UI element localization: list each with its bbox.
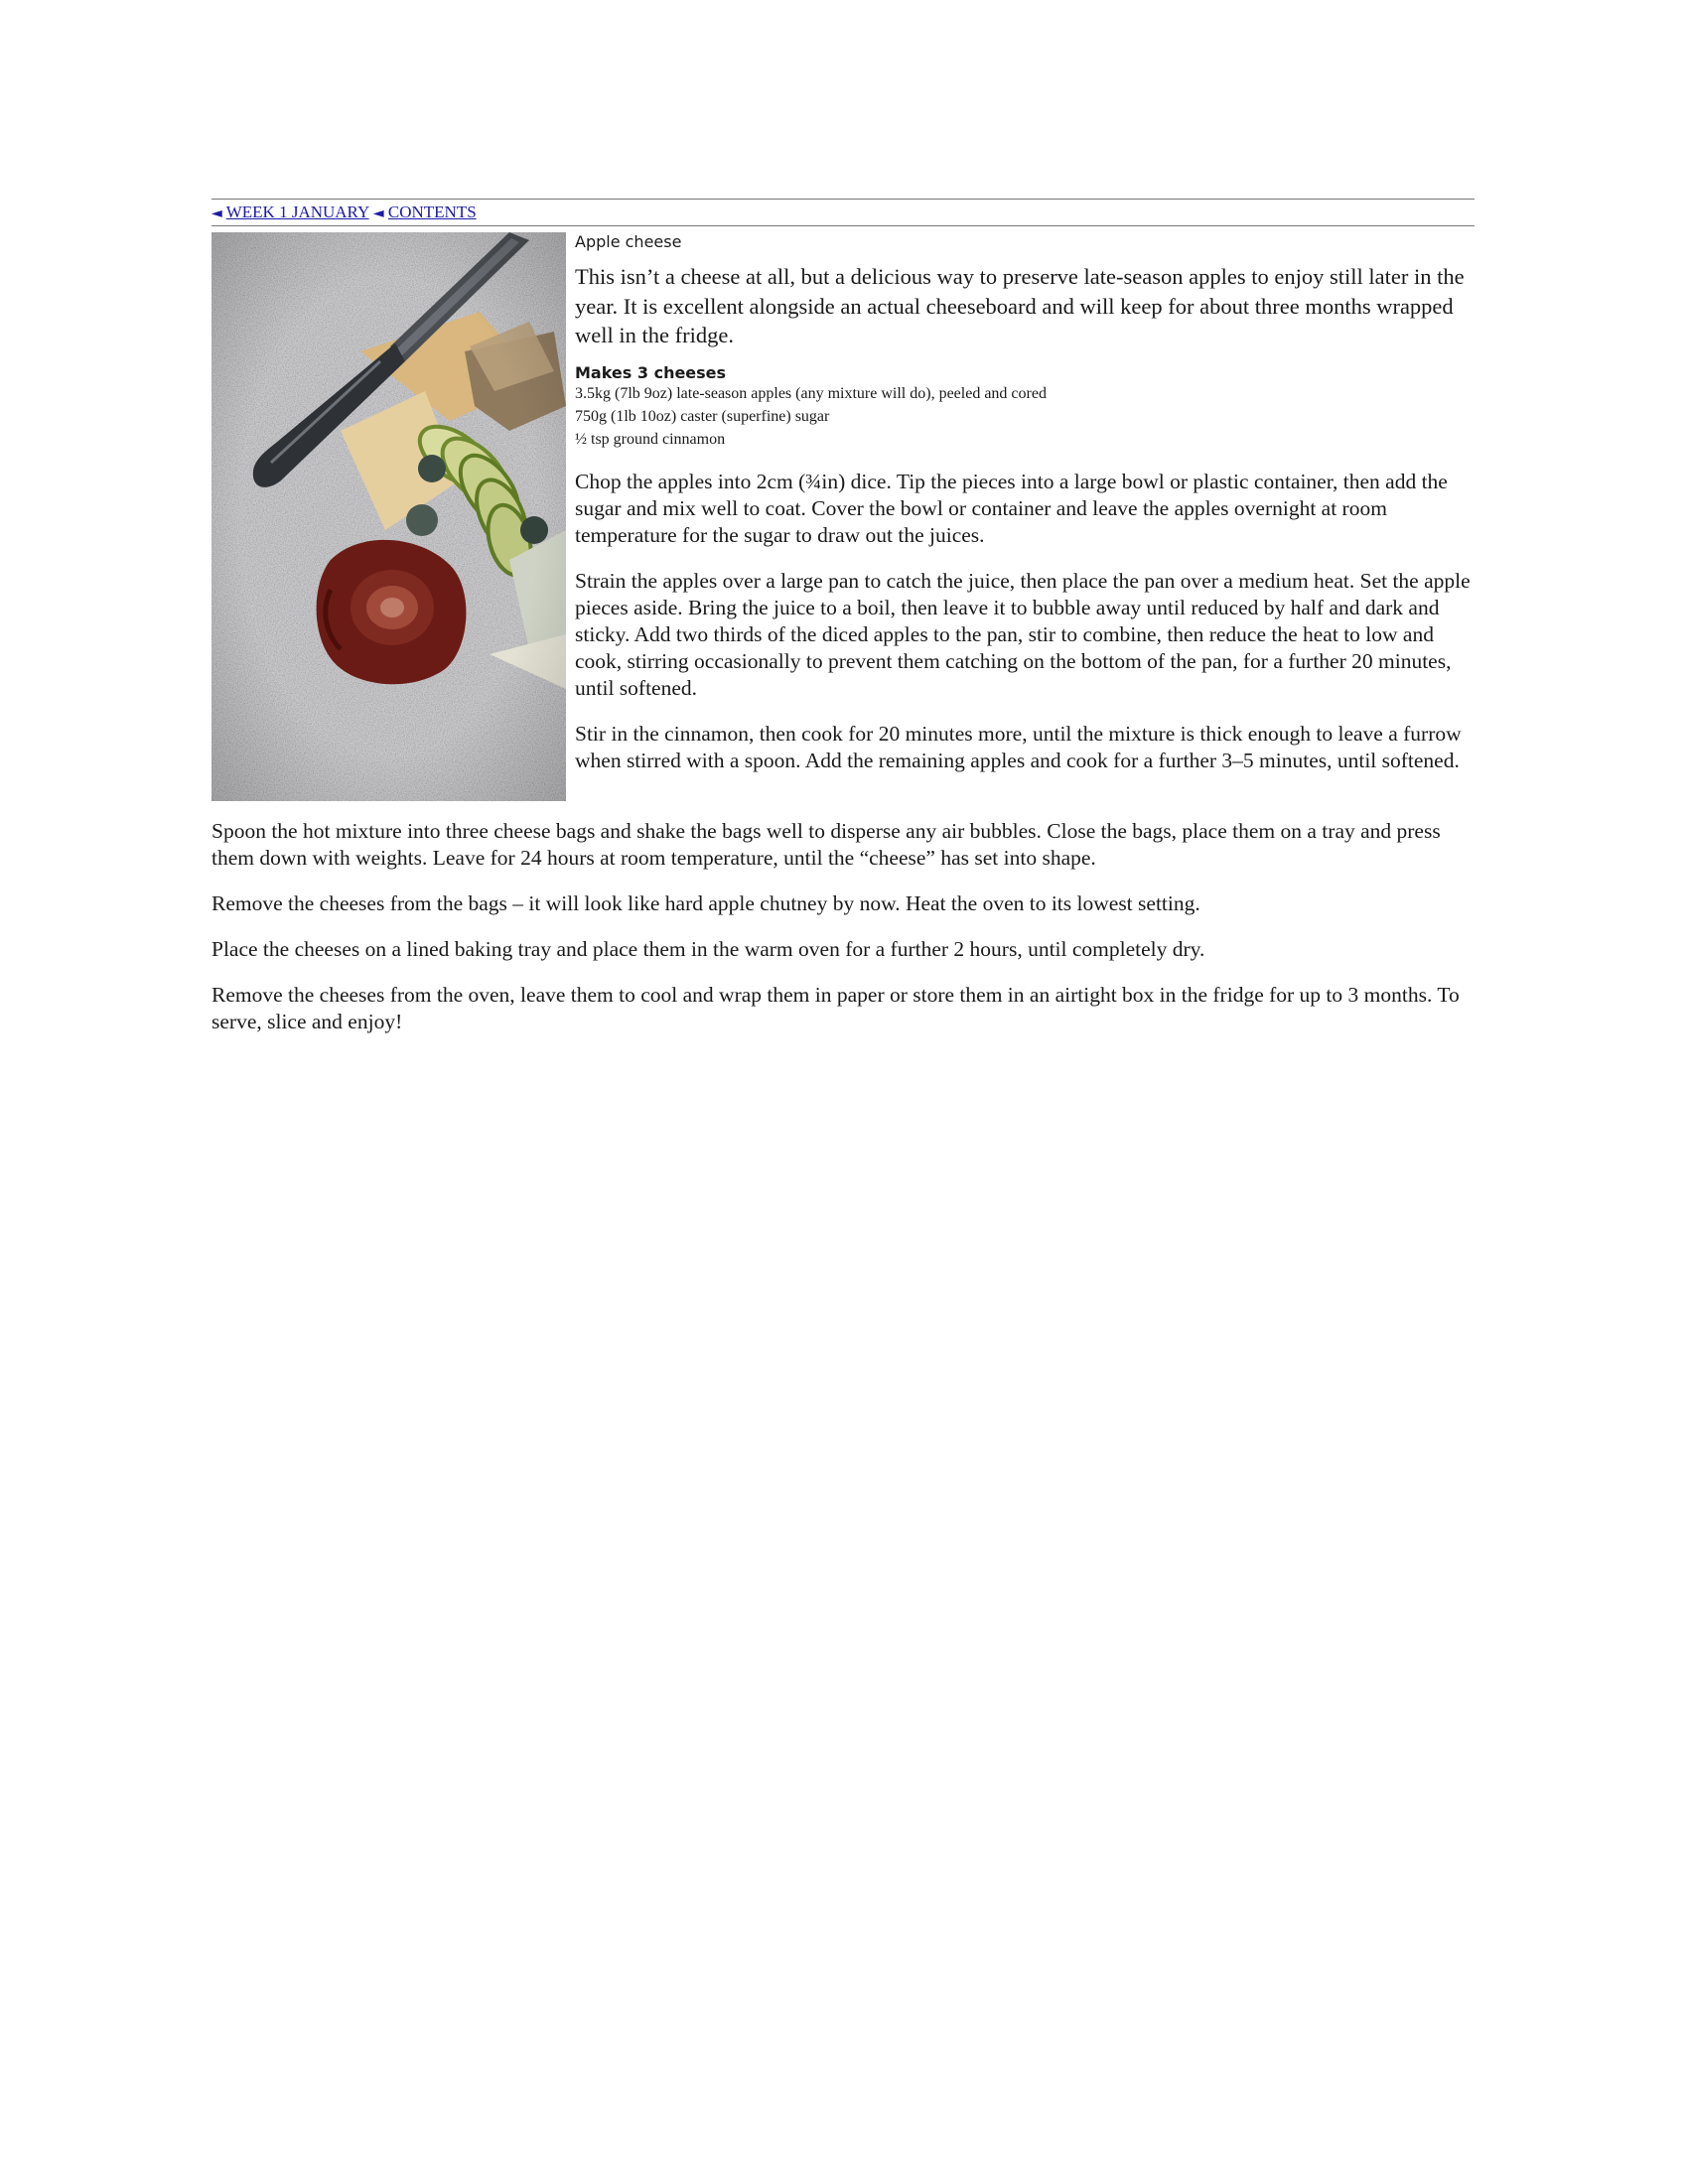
method-continued: [211, 818, 1475, 1035]
left-arrow-icon: ◄: [211, 205, 222, 221]
week-1-january-link[interactable]: WEEK 1 JANUARY: [225, 203, 369, 221]
method-step: Remove the cheeses from the oven, leave them to cool and wrap them in paper or store them in an airtight box in the fridge for up to 3 months. To serve, slice and enjoy!: [211, 983, 1460, 1033]
contents-link[interactable]: CONTENTS: [387, 203, 477, 221]
ingredient-item: 3.5kg (7lb 9oz) late-season apples (any mixture will do), peeled and cored: [575, 384, 1047, 402]
recipe-intro: This isn’t a cheese at all, but a delicious way to preserve late-season apples to enjoy still later in the year. It is excellent alongside an actual cheeseboard and will keep for about three months wrapped well in the fridge.: [575, 264, 1465, 347]
method-step: Place the cheeses on a lined baking tray and place them in the warm oven for a further 2 hours, until completely dry.: [211, 937, 1205, 961]
recipe-top-section: [211, 232, 1475, 818]
recipe-header-column: [575, 232, 1475, 793]
photo-vignette: [211, 232, 566, 801]
ingredient-list: [575, 382, 1475, 451]
method-step: Chop the apples into 2cm (¾in) dice. Tip the pieces into a large bowl or plastic container, then add the sugar and mix well to coat. Cover the bowl or container and leave the apples overnight at room temperature for the sugar to draw out the juices.: [575, 469, 1448, 547]
method-step: Remove the cheeses from the bags – it will look like hard apple chutney by now. Heat the oven to its lowest setting.: [211, 891, 1200, 915]
food-photo-icon: [211, 232, 566, 801]
ingredient-item: 750g (1lb 10oz) caster (superfine) sugar: [575, 407, 830, 425]
recipe-title: Apple cheese: [575, 232, 682, 251]
page: [211, 199, 1475, 1054]
method-step: Strain the apples over a large pan to catch the juice, then place the pan over a medium heat. Set the apple pieces aside. Bring the juice to a boil, then leave it to bubble away until reduced by half and dark and sticky. Add two thirds of the diced apples to the pan, stir to combine, then reduce the heat to low and cook, stirring occasionally to prevent them catching on the bottom of the pan, for a further 20 minutes, until softened.: [575, 568, 1471, 700]
ingredient-item: ½ tsp ground cinnamon: [575, 430, 726, 448]
recipe-photo: [211, 232, 566, 801]
recipe-yield: Makes 3 cheeses: [575, 362, 727, 382]
method-step: Stir in the cinnamon, then cook for 20 minutes more, until the mixture is thick enough to leave a furrow when stirred with a spoon. Add the remaining apples and cook for a further 3–5 minutes, until softened.: [575, 721, 1462, 772]
left-arrow-icon: ◄: [372, 205, 384, 221]
navigation-bar: [211, 199, 1475, 226]
method-step: Spoon the hot mixture into three cheese bags and shake the bags well to disperse any air bubbles. Close the bags, place them on a tray and press them down with weights. Leave for 24 hours at room temperature, until the “cheese” has set into shape.: [211, 819, 1441, 870]
